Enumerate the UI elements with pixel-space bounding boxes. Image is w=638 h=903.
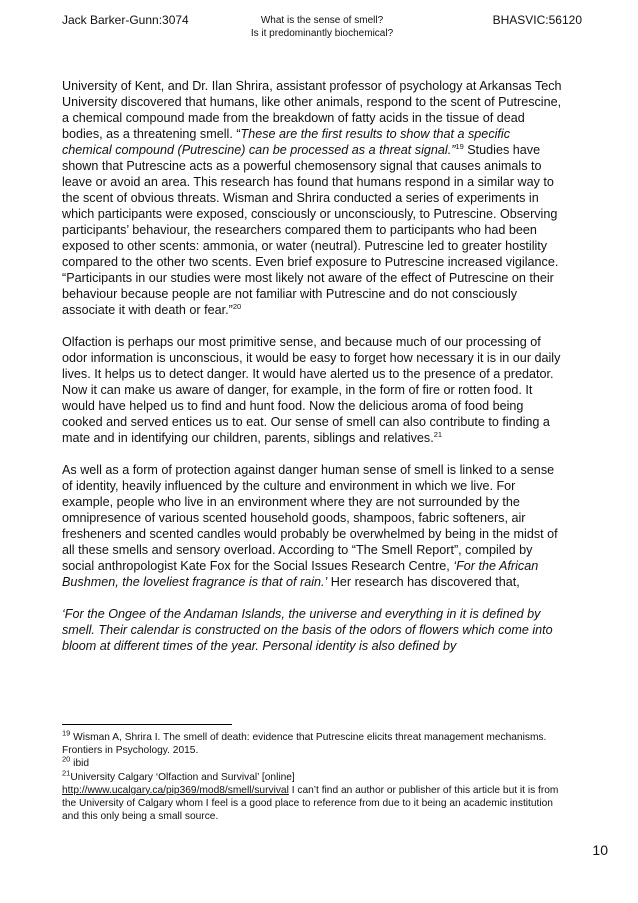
paragraph-text: Olfaction is perhaps our most primitive sense, and because much of our processing of odor information is unconscious, it would be easy to forget how necessary it is in our daily lives. It helps us to detect danger. It would have alerted us to the presence of a predator. Now it can make us aware of danger, for example, in the form of fire or rotten food. It would have helped us to find and hunt food. Now the delicious aroma of food being cooked and served entices us to eat. Our sense of smell can also contribute to finding a mate and in identifying our children, parents, siblings and relatives. — [62, 335, 561, 445]
header-title-line1: What is the sense of smell? — [260, 15, 384, 26]
footnote-ref-21: 21 — [433, 429, 443, 439]
header-author: Jack Barker-Gunn:3074 — [62, 13, 189, 27]
footnote-text: Wisman A, Shrira I. The smell of death: evidence that Putrescine elicits threat management mechanisms. Frontiers in Psychology. 2015. — [62, 732, 547, 757]
footnote-number: 19 — [62, 728, 71, 738]
paragraph-text: Her research has discovered that, — [327, 575, 520, 589]
page-number: 10 — [592, 842, 608, 858]
footnote-ref-20: 20 — [232, 301, 242, 311]
footnote-text: I can’t find an author or publisher of this article but it is from the University of Calgary whom I feel is a good place to reference from due to it being an academic institution and this only being a small source. — [62, 784, 559, 823]
footnote-divider — [62, 724, 232, 725]
paragraph-putrescine — [62, 78, 562, 318]
paragraph-quote: ‘For the African Bushmen, the loveliest fragrance is that of rain.’ — [62, 559, 539, 589]
footnote-21 — [62, 768, 567, 784]
footnote-21-continued — [62, 784, 567, 824]
footnote-number: 21 — [62, 768, 71, 778]
page-header — [62, 13, 582, 53]
paragraph-quote: These are the first results to show that a specific chemical compound (Putrescine) can be processed as a threat signal.” — [62, 127, 511, 157]
footnote-text: University Calgary ‘Olfaction and Survival’ [online] — [70, 771, 295, 783]
paragraph-olfaction — [62, 334, 562, 446]
source-link[interactable]: http://www.ucalgary.ca/pip369/mod8/smell/survival — [62, 784, 289, 796]
footnote-ref-19: 19 — [455, 141, 464, 151]
header-candidate-number: BHASVIC:56120 — [492, 13, 582, 27]
footnote-19 — [62, 728, 567, 757]
paragraph-ongee — [62, 606, 562, 654]
paragraph-identity — [62, 462, 562, 590]
footnote-text: ibid — [70, 758, 90, 770]
footnote-20 — [62, 757, 567, 770]
paragraph-text: University of Kent, and Dr. Ilan Shrira, assistant professor of psychology at Arkansas Tech University discovered that humans, like other animals, respond to the scent of Putrescine, a chemical compound made from the breakdown of fatty acids in the tissue of dead bodies, as a threatening smell. “ — [62, 79, 562, 141]
paragraph-quote: ‘For the Ongee of the Andaman Islands, the universe and everything in it is defined by smell. Their calendar is constructed on the basis of the odors of flowers which come into bloom at different times of the year. Personal identity is also defined by — [62, 607, 553, 653]
header-title-line2: Is it predominantly biochemical? — [250, 28, 394, 39]
paragraph-text: As well as a form of protection against danger human sense of smell is linked to a sense of identity, heavily influenced by the culture and environment in which we live. For example, people who live in an environment where they are not surrounded by the omnipresence of various scented household goods, shampoos, fabric softeners, air fresheners and scented candles would probably be overwhelmed by being in the midst of all these smells and sensory overload. According to “The Smell Report”, compiled by social anthropologist Kate Fox for the Social Issues Research Centre, — [62, 463, 558, 573]
footnote-number: 20 — [62, 755, 71, 765]
body-text — [62, 78, 562, 670]
footnotes — [62, 728, 567, 823]
header-title — [242, 14, 402, 40]
paragraph-text: Studies have shown that Putrescine acts as a powerful chemosensory signal that causes animals to leave or avoid an area. This research has found that humans respond in a similar way to the scent of obvious threats. Wisman and Shrira conducted a series of experiments in which participants were exposed, consciously or unconsciously, to Putrescine. Observing participants’ behaviour, the researchers compared them to participants who had been exposed to other scents: ammonia, or water (neutral). Putrescine led to greater hostility compared to the other two scents. Even brief exposure to Putrescine increased vigilance. “Participants in our studies were most likely not aware of the effect of Putrescine on their behaviour because people are not familiar with Putrescine and do not consciously associate it with death or fear.” — [62, 143, 559, 317]
